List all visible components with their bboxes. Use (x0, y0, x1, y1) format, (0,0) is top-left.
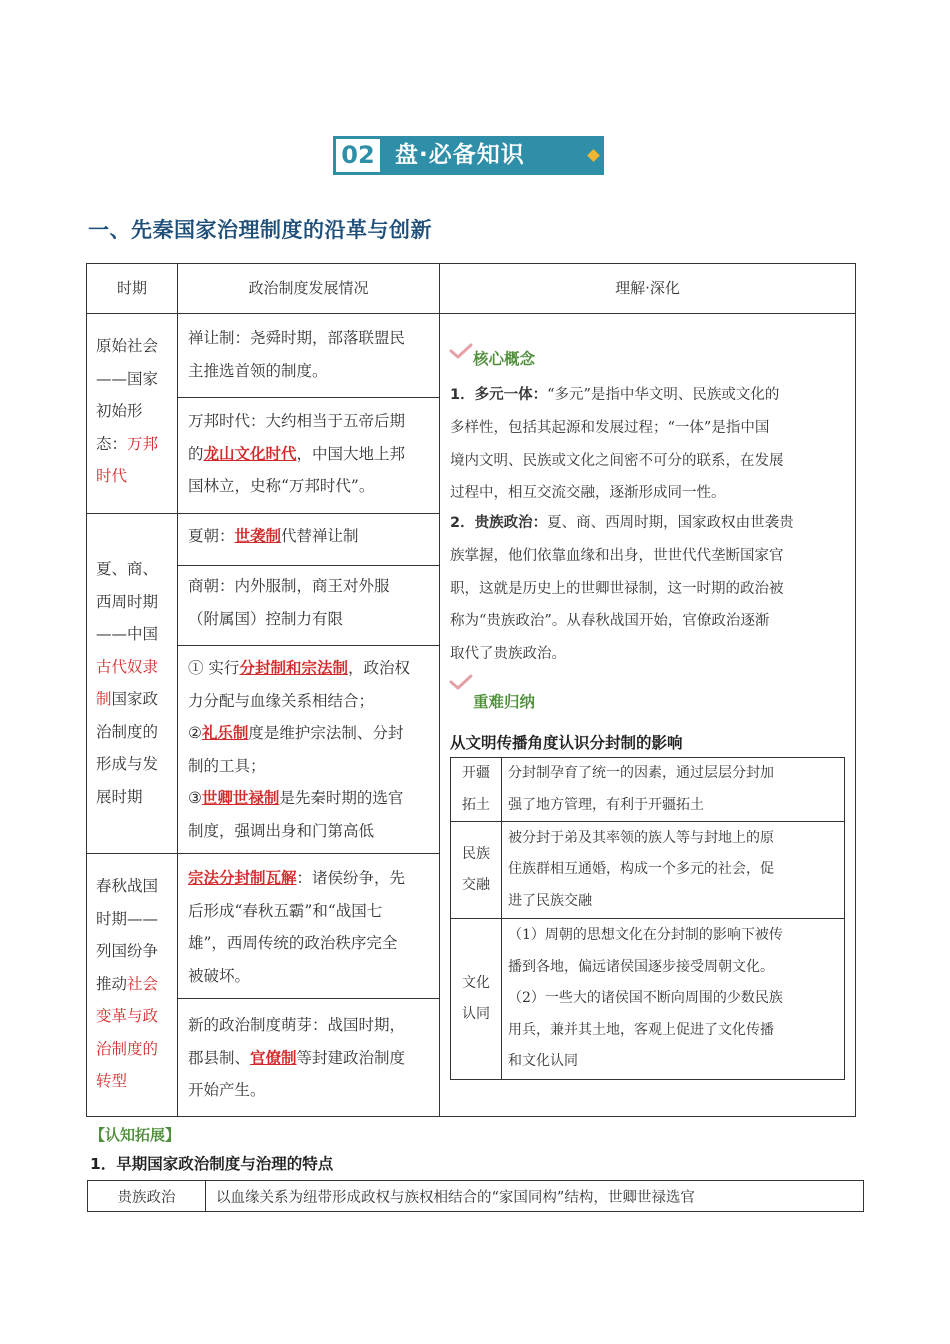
period-cell-1: 原始社会 ——国家 初始形 态：万邦 时代 (96, 337, 159, 485)
dev-cell-xia: 夏朝：世袭制代替禅让制 (188, 526, 359, 545)
extension-label: 【认知拓展】 (90, 1126, 181, 1144)
fenfeng-impact-table (450, 757, 845, 1080)
header-development: 政治制度发展情况 (248, 279, 369, 297)
dev-cell-shang: 商朝：内外服制，商王对外服 （附属国）控制力有限 (188, 577, 390, 628)
header-period: 时期 (116, 279, 147, 297)
diamond-icon (587, 149, 600, 162)
dev-cell-zhanguo: 新的政治制度萌芽：战国时期， 郡县制、官僚制等封建政治制度 开始产生。 (188, 1016, 406, 1099)
sub-heading: 从文明传播角度认识分封制的影响 (450, 734, 683, 752)
core-concept-label: 核心概念 (473, 350, 536, 368)
section-heading: 一、先秦国家治理制度的沿革与创新 (88, 218, 432, 242)
concept-aristocratic-politics: 2．贵族政治：夏、商、西周时期，国家政权由世袭贵 族掌握，他们依靠血缘和出身，世世代代垄断国家官 职，这就是历史上的世卿世禄制，这一时期的政治被 称为“贵族政治”。从春秋战国开始，官僚政治逐渐 取代了贵族政治。 (450, 515, 794, 663)
dev-cell-xizhou: ① 实行分封制和宗法制，政治权 力分配与血缘关系相结合； ②礼乐制度是维护宗法制、分封 制的工具； ③世卿世禄制是先秦时期的选官 制度，强调出身和门第高低 (188, 658, 410, 840)
table-row: 文化 认同 （1）周朝的思想文化在分封制的影响下被传 播到各地，偏远诸侯国逐步接受周朝文化。 （2）一些大的诸侯国不断向周围的少数民族 用兵，兼并其土地，客观上促进了文化传播 和文化认同 (451, 919, 845, 1080)
extension-title: 1．早期国家政治制度与治理的特点 (90, 1155, 334, 1173)
table-row: 开疆 拓土 分封制孕育了统一的因素，通过层层分封加 强了地方管理，有利于开疆拓土 (451, 758, 845, 822)
concept-multi-unity: 1．多元一体：“多元”是指中华文明、民族或文化的 多样性，包括其起源和发展过程；“一体”是指中国 境内文明、民族或文化之间密不可分的联系，在发展 过程中，相互交流交融，逐渐形成同一性。 (450, 387, 784, 502)
key-summary-label: 重难归纳 (473, 693, 536, 711)
period-cell-2: 夏、商、 西周时期 ——中国 古代奴隶 制国家政 治制度的 形成与发 展时期 (96, 560, 159, 806)
banner-number: 02 (336, 139, 380, 172)
section-banner (333, 136, 604, 175)
check-icon (449, 674, 473, 690)
dev-cell-shanrang: 禅让制：尧舜时期，部落联盟民 主推选首领的制度。 (188, 329, 406, 380)
table-row: 民族 交融 被分封于弟及其率领的族人等与封地上的原 住族群相互通婚，构成一个多元的社会，促 进了民族交融 (451, 822, 845, 919)
header-understanding: 理解·深化 (615, 279, 680, 297)
banner-title: 盘·必备知识 (395, 142, 525, 168)
check-icon (449, 343, 473, 359)
dev-cell-chunqiu: 宗法分封制瓦解：诸侯纷争，先 后形成“春秋五霸”和“战国七 雄”，西周传统的政治秩序完全 被破坏。 (188, 868, 406, 985)
dev-cell-wanbang: 万邦时代：大约相当于五帝后期 的龙山文化时代，中国大地上邦 国林立，史称“万邦时代”。 (188, 412, 406, 495)
table-row: 贵族政治 以血缘关系为纽带形成政权与族权相结合的“家国同构”结构，世卿世禄选官 (88, 1181, 864, 1212)
period-cell-3: 春秋战国 时期—— 列国纷争 推动社会 变革与政 治制度的 转型 (96, 877, 159, 1090)
extension-table (87, 1180, 864, 1212)
